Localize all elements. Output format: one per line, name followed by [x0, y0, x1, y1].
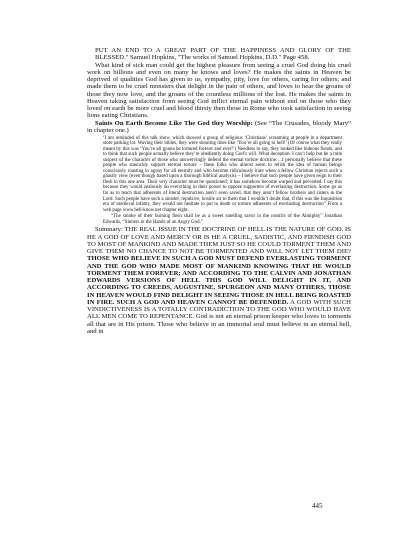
block-quote-edwards: “The smoke of their burning flesh shall be as a sweet smelling savor in the nostrils of the Almighty” Jonathan Edwards, “Sinners in the Hands of an Angry God.” — [103, 214, 342, 225]
section-heading-note: (See “The Crusades, bloody Mary” in chapter one.) — [87, 119, 352, 134]
section-heading-title: Saints On Earth Become Like The God they Worship: — [95, 119, 253, 127]
summary-text-1: THE REAL ISSUE IN THE DOCTRINE OF HELL IS THE NATURE OF GOD. IS HE A GOD OF LOVE AND MERCY OR IS HE A CRUEL, SADISTIC, AND FIENDISH GOD TO MOST OF MANKIND AND MADE THEM JUST SO HE COULD TORMENT THEM AND GIVE THEM NO CHANCE TO NOT BE TORMENTED AND WILL NOT LET THEM DIE? — [87, 226, 351, 255]
summary-text-2: A GOD WITH SUCH VINDICTIVENESS IS A TOTALLY CONTRADICTION TO THE GOD WHO WOULD HAVE ALL MEN COME TO REPENTANCE. God is not an eternal prison keeper who loves to torments all that are in His prison. Those who believe in an immortal soul must believe in an eternal hell, and in — [87, 298, 351, 335]
summary-label: Summary: — [95, 226, 123, 234]
summary-paragraph — [87, 226, 351, 335]
paragraph-sick-man: What kind of sick man could get the highest pleasure from seeing a cruel God doing his cruel work on billions and even on many he knows and loves? He makes the saints in Heaven be deprived of qualities God has given to us, sympathy, pity, love for others, caring for others; and made them to be cruel monsters that delight in the pain of others, and loves to hear the groans of those they now love, and the groans of the countless millions of the lost. He makes the saints in Heaven taking satisfaction from seeing God inflict eternal pain without end on those who they loved on earth be more cruel and blood thirsty then those in Rome who took satisfaction in seeing lions eating Christians. — [87, 61, 351, 120]
summary-text-bold: THOSE WHO BELIEVE IN SUCH A GOD MUST DEFEND EVERLASTING TORMENT AND THE GOD WHO MADE MOST OF MANKIND KNOWING THAT HE WOULD TORMENT THEM FOREVER; AND ACCORDING TO THE CALVIN AND JONATHAN EDWARDS VERSIONS OF HELL THIS GOD WILL DELIGHT IN IT, AND ACCORDING TO CREEDS, AUGUSTINE, SPURGEON AND MANY OTHERS, THOSE IN HEAVEN WOULD FIND DELIGHT IN SEEING THOSE IN HELL BEING ROASTED IN FIRE. SUCH A GOD AND HEAVEN CANNOT BE DEFENDED. — [87, 255, 351, 306]
paragraph-hopkins-quote-end: PUT AN END TO A GREAT PART OF THE HAPPINESS AND GLORY OF THE BLESSED." Samuel Hopkins, "The works of Samuel Hopkins, D.D." Page 458. — [95, 47, 351, 62]
page-body — [87, 47, 351, 335]
page-number: 445 — [312, 502, 323, 510]
section-heading — [87, 120, 351, 135]
block-quote-web: ‘I am reminded of this talk show, which showed a group of religious ‘Christians’ screaming at people in a department store parking lot. Waving their bibles, they were shouting lines like ‘You’re all going to hell!’ (Of course what they really meant by this was ‘You’re all gonna be tortured forever and ever!’) Needless to say, they looked like hideous fiends, and to think that such people actually believe they’re obediently doing God’s will. What deception. I can’t help but be a mite suspect of the character of those who unswervingly defend the eternal torture doctrine….I personally believe that these people who staunchly support eternal torture – these folks who almost seem to relish the idea of human beings consciously roasting in agony for all eternity and who become ridiculously irate when a fellow Christian rejects such a ghastly view (even though based upon a thorough biblical analysis) – I believe that such people have given reign to their flesh in this one area. Their very character must be questioned; it has somehow become warped and perverted. I say this because they would zealously do everything in their power to oppose supporters of everlasting destruction. Some go as far as to teach that adherents of literal destruction aren’t even saved, that they aren’t fellow brothers and sisters in the Lord. Such people have such a sinister, repulsive, hostile air to them that I wouldn’t doubt that, if this was the Inquisition era of medieval infamy, they would not hesitate to put to death or torture adherents of everlasting destruction” From a web page www.hell-know.net chapter eight. — [103, 135, 342, 213]
